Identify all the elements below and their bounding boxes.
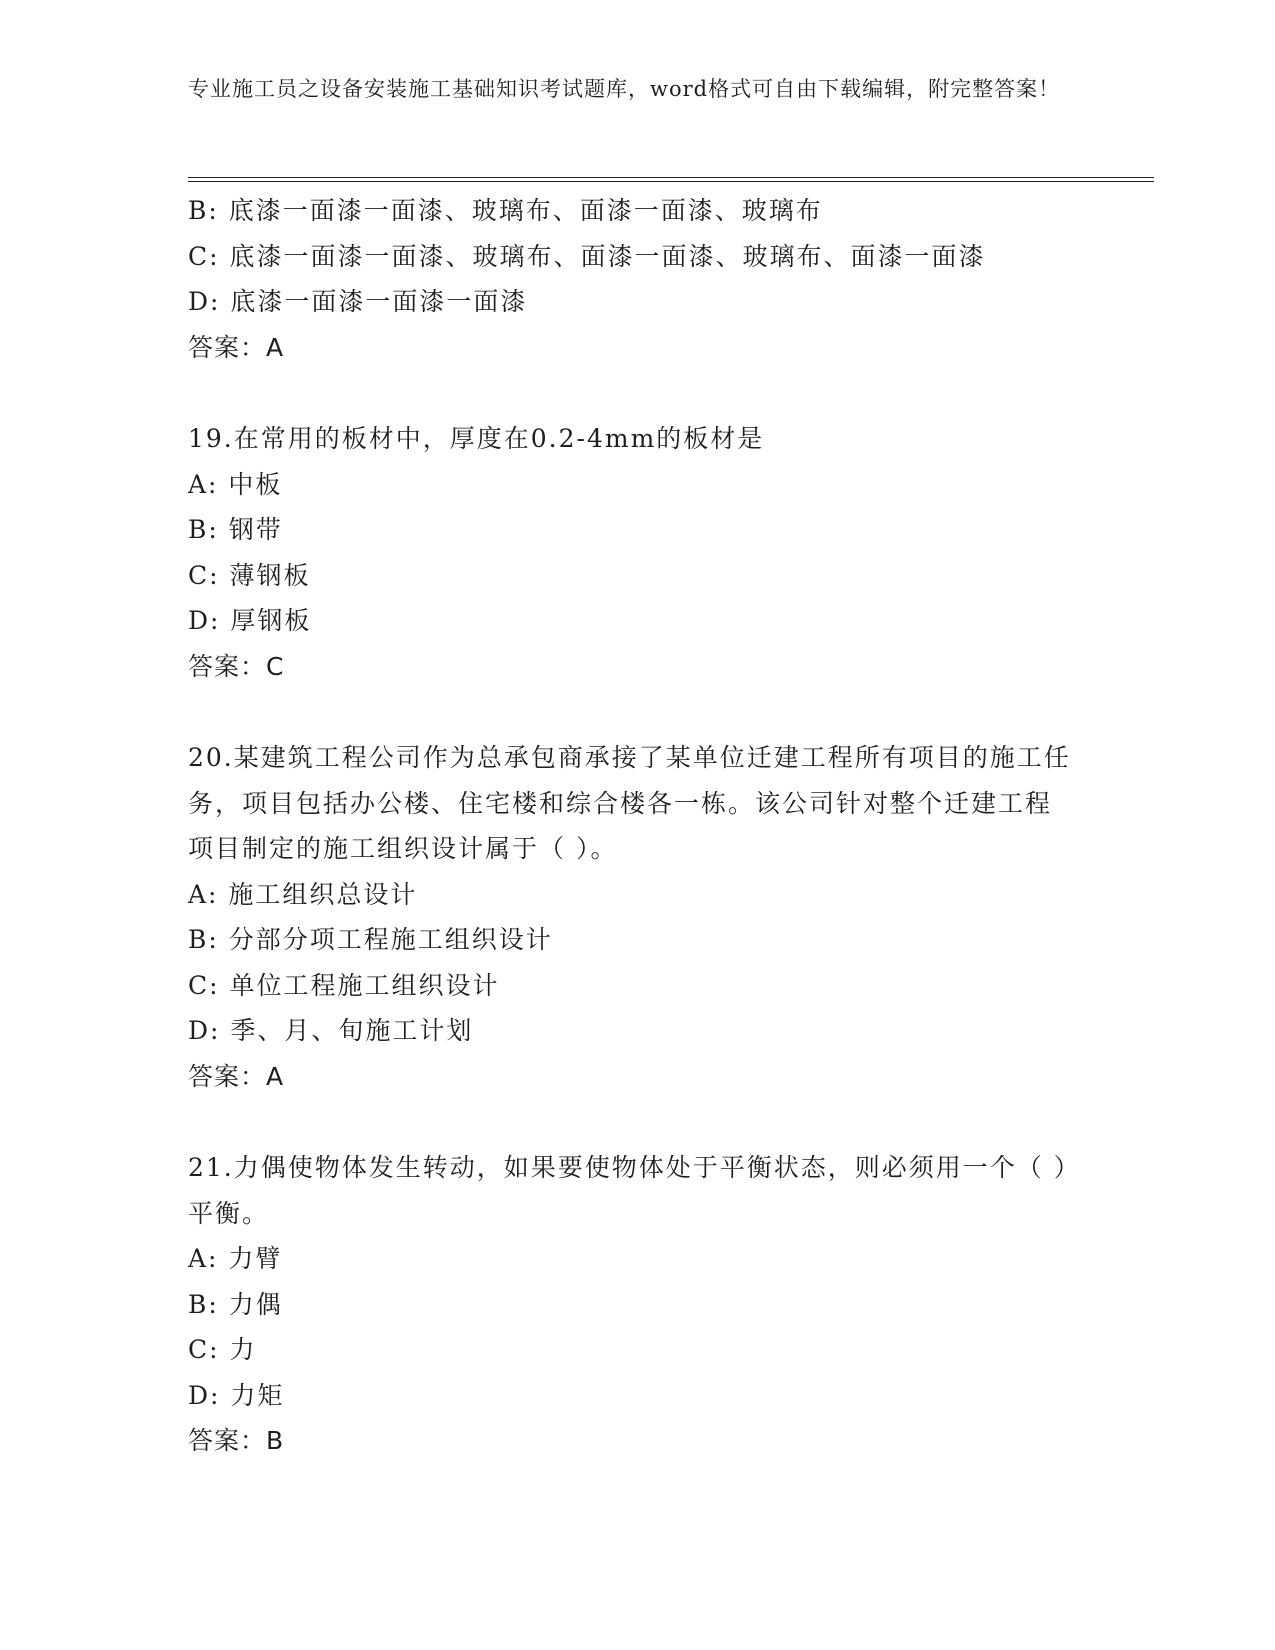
option-b: B: 底漆一面漆一面漆、玻璃布、面漆一面漆、玻璃布 <box>188 196 823 225</box>
header-divider-double <box>188 181 1154 182</box>
option-b: B: 力偶 <box>188 1289 283 1319</box>
spacer <box>188 1099 1088 1145</box>
option-a: A: 施工组织总设计 <box>188 879 418 909</box>
question-20 <box>188 735 1088 1099</box>
option-b: B: 钢带 <box>188 515 283 544</box>
question-text: 21.力偶使物体发生转动，如果要使物体处于平衡状态，则必须用一个（ ）平衡。 <box>188 1153 1069 1228</box>
document-content <box>188 188 1088 1464</box>
answer-line: 答案：C <box>188 651 285 681</box>
page-header: 专业施工员之设备安装施工基础知识考试题库，word格式可自由下载编辑，附完整答案！ <box>188 77 1061 101</box>
option-a: A: 力臂 <box>188 1244 283 1273</box>
option-d: D: 力矩 <box>188 1380 285 1410</box>
answer-line: 答案：A <box>188 1061 285 1091</box>
option-c: C: 单位工程施工组织设计 <box>188 970 500 1000</box>
option-c: C: 薄钢板 <box>188 560 311 590</box>
option-a: A: 中板 <box>188 469 283 499</box>
option-c: C: 力 <box>188 1335 257 1364</box>
question-text: 19.在常用的板材中，厚度在0.2-4mm的板材是 <box>188 424 765 453</box>
answer-line: 答案：B <box>188 1426 285 1455</box>
question-21 <box>188 1145 1088 1464</box>
question-19 <box>188 416 1088 689</box>
header-divider <box>188 177 1154 178</box>
option-d: D: 厚钢板 <box>188 606 312 635</box>
option-c: C: 底漆一面漆一面漆、玻璃布、面漆一面漆、玻璃布、面漆一面漆 <box>188 241 986 271</box>
option-b: B: 分部分项工程施工组织设计 <box>188 925 553 954</box>
answer-line: 答案：A <box>188 332 285 362</box>
question-continued <box>188 188 1088 370</box>
option-d: D: 季、月、旬施工计划 <box>188 1016 474 1045</box>
spacer <box>188 370 1088 416</box>
question-text: 20.某建筑工程公司作为总承包商承接了某单位迁建工程所有项目的施工任务，项目包括办公楼、住宅楼和综合楼各一栋。该公司针对整个迁建工程项目制定的施工组织设计属于（ ）。 <box>188 743 1071 863</box>
option-d: D: 底漆一面漆一面漆一面漆 <box>188 287 528 316</box>
spacer <box>188 689 1088 735</box>
